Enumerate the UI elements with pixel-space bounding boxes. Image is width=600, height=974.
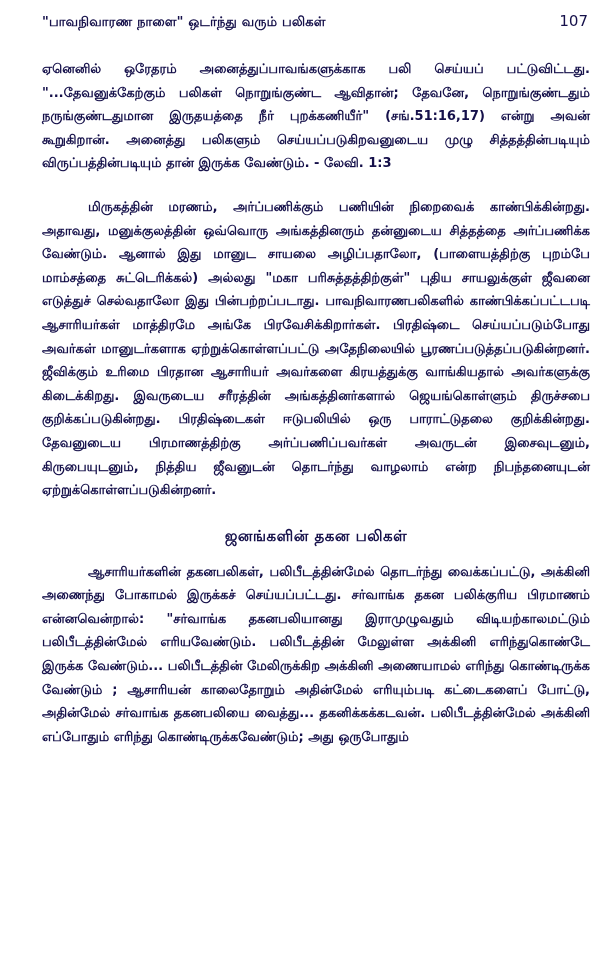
page-number: 107 bbox=[559, 12, 588, 30]
paragraph-1: ஏனெனில் ஒரேதரம் அனைத்துப்பாவங்களுக்காக பலி செய்யப் பட்டுவிட்டது. "...தேவனுக்கேற்கும் பலிகள் நொறுங்குண்ட ஆவிதான்; தேவனே, நொறுங்குண்டதும் நருங்குண்டதுமான இருதயத்தை நீர் புறக்கணியீர்" (சங்.51:16,17) என்று அவன் கூறுகிறான். அனைத்து பலிகளும் செய்யப்படுகிறவனுடைய முழு சித்தத்தின்படியும் விருப்பத்தின்படியும் தான் இருக்க வேண்டும். - லேவி. 1:3 bbox=[42, 62, 590, 172]
book-page bbox=[42, 12, 590, 962]
paragraph-3: ஆசாரியர்களின் தகனபலிகள், பலிபீடத்தின்மேல் தொடர்ந்து வைக்கப்பட்டு, அக்கினி அணைந்து போகாமல் இருக்கச் செய்யப்பட்டது. சர்வாங்க தகன பலிக்குரிய பிரமாணம் என்னவென்றால்: "சர்வாங்க தகனபலியானது இராமுழுவதும் விடியற்காலமட்டும் பலிபீடத்தின்மேல் எரியவேண்டும். பலிபீடத்தின் மேலுள்ள அக்கினி எரிந்துகொண்டே இருக்க வேண்டும்... பலிபீடத்தின் மேலிருக்கிற அக்கினி அணையாமல் எரிந்து கொண்டிருக்க வேண்டும் ; ஆசாரியன் காலைதோறும் அதின்மேல் எரியும்படி கட்டைகளைப் போட்டு, அதின்மேல் சர்வாங்க தகனபலியை வைத்து... தகனிக்கக்கடவன். பலிபீடத்தின்மேல் அக்கினி எப்போதும் எரிந்து கொண்டிருக்கவேண்டும்; அது ஒருபோதும் bbox=[42, 564, 590, 745]
running-header bbox=[42, 12, 590, 42]
running-header-title: "பாவநிவாரண நாளை" ஒடர்ந்து வரும் பலிகள் bbox=[42, 15, 326, 30]
paragraph-2: மிருகத்தின் மரணம், அர்ப்பணிக்கும் பணியின் நிறைவைக் காண்பிக்கின்றது. அதாவது, மனுக்குலத்தின் ஒவ்வொரு அங்கத்தினரும் தன்னுடைய சித்தத்தை அர்ப்பணிக்க வேண்டும். ஆனால் இது மானுட சாயலை அழிப்பதாலோ, (பாளையத்திற்கு புறம்பே மாம்சத்தை சுட்டெரிக்கல்) அல்லது "மகா பரிசுத்தத்திற்குள்" புதிய சாயலுக்குள் ஜீவனை எடுத்துச் செல்வதாலோ இது பின்பற்றப்படாது. பாவநிவாரணபலிகளில் காண்பிக்கப்பட்டபடி ஆசாரியர்கள் மாத்திரமே அங்கே பிரவேசிக்கிறார்கள். பிரதிஷ்டை செய்யப்படும்போது அவர்கள் மானுடர்களாக ஏற்றுக்கொள்ளப்பட்டு அதேநிலையில் பூரணப்படுத்தப்படுகின்றனர். ஜீவிக்கும் உரிமை பிரதான ஆசாரியர் அவர்களை கிரயத்துக்கு வாங்கியதால் அவர்களுக்கு கிடைக்கிறது. இவருடைய சரீரத்தின் அங்கத்தினர்களால் ஜெயங்கொள்ளும் திருச்சபை குறிக்கப்படுகின்றது. பிரதிஷ்டைகள் ஈடுபலியில் ஒரு பாராட்டுதலை குறிக்கின்றது. தேவனுடைய பிரமாணத்திற்கு அர்ப்பணிப்பவர்கள் அவருடன் இசைவுடனும், கிருபையுடனும், நித்திய ஜீவனுடன் தொடர்ந்து வாழலாம் என்ற நிபந்தனையுடன் ஏற்றுக்கொள்ளப்படுகின்றனர். bbox=[42, 199, 590, 499]
section-heading: ஜனங்களின் தகன பலிகள் bbox=[224, 526, 408, 545]
